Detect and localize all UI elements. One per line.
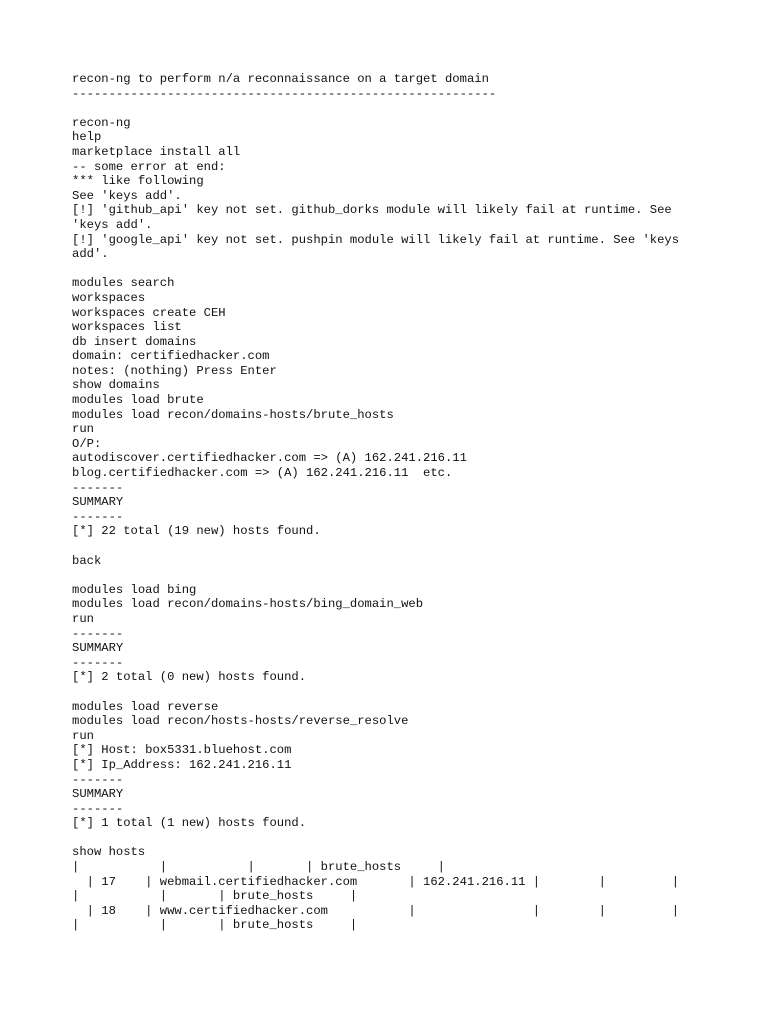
text-line: SUMMARY: [72, 641, 124, 656]
text-line: modules search: [72, 276, 175, 291]
text-line: | 18 | www.certifiedhacker.com | | | |: [72, 903, 680, 918]
text-line: SUMMARY: [72, 787, 124, 802]
text-line: -------: [72, 801, 124, 816]
text-line: O/P:: [72, 436, 102, 451]
text-line: | 17 | webmail.certifiedhacker.com | 162.241.216.11 | | |: [72, 874, 680, 889]
text-line: *** like following: [72, 174, 204, 189]
text-line: workspaces create CEH: [72, 305, 226, 320]
blank-line: [72, 831, 702, 846]
blank-line: [72, 262, 702, 277]
text-line: See 'keys add'.: [72, 188, 182, 203]
text-line: [*] Host: box5331.bluehost.com: [72, 743, 292, 758]
text-line: | | | | brute_hosts |: [72, 860, 445, 875]
text-line: run: [72, 611, 94, 626]
text-line: -------: [72, 655, 124, 670]
text-line: help: [72, 130, 102, 145]
text-line: [!] 'google_api' key not set. pushpin module will likely fail at runtime. See 'keys: [72, 232, 680, 247]
blank-line: [72, 101, 702, 116]
text-line: -------: [72, 772, 124, 787]
text-line: [*] 22 total (19 new) hosts found.: [72, 524, 321, 539]
blank-line: [72, 539, 702, 554]
text-line: run: [72, 422, 94, 437]
text-line: -------: [72, 509, 124, 524]
text-line: SUMMARY: [72, 495, 124, 510]
text-line: show hosts: [72, 845, 146, 860]
text-line: -------: [72, 480, 124, 495]
text-line: modules load recon/hosts-hosts/reverse_resolve: [72, 714, 409, 729]
text-line: blog.certifiedhacker.com => (A) 162.241.216.11 etc.: [72, 466, 453, 481]
text-line: ----------------------------------------------------------: [72, 86, 497, 101]
text-line: [*] 2 total (0 new) hosts found.: [72, 670, 307, 685]
text-line: run: [72, 728, 94, 743]
text-line: marketplace install all: [72, 144, 241, 159]
text-line: -------: [72, 626, 124, 641]
blank-line: [72, 568, 702, 583]
text-line: 'keys add'.: [72, 217, 153, 232]
text-line: -- some error at end:: [72, 159, 226, 174]
text-line: workspaces list: [72, 320, 182, 335]
text-line: [*] 1 total (1 new) hosts found.: [72, 816, 307, 831]
text-line: domain: certifiedhacker.com: [72, 349, 270, 364]
text-line: show domains: [72, 378, 160, 393]
text-line: recon-ng to perform n/a reconnaissance on a target domain: [72, 72, 489, 86]
text-line: modules load reverse: [72, 699, 219, 714]
text-line: modules load brute: [72, 393, 204, 408]
text-line: modules load recon/domains-hosts/brute_hosts: [72, 407, 394, 422]
text-line: recon-ng: [72, 115, 131, 130]
text-line: [!] 'github_api' key not set. github_dorks module will likely fail at runtime. See: [72, 203, 672, 218]
text-line: modules load bing: [72, 582, 197, 597]
text-line: db insert domains: [72, 334, 197, 349]
text-line: workspaces: [72, 290, 146, 305]
text-line: | | | brute_hosts |: [72, 918, 358, 933]
text-line: modules load recon/domains-hosts/bing_domain_web: [72, 597, 424, 612]
text-line: autodiscover.certifiedhacker.com => (A) 162.241.216.11: [72, 451, 467, 466]
text-line: [*] Ip_Address: 162.241.216.11: [72, 757, 292, 772]
text-line: notes: (nothing) Press Enter: [72, 363, 277, 378]
text-line: add'.: [72, 247, 109, 262]
blank-line: [72, 685, 702, 700]
text-line: back: [72, 553, 102, 568]
text-line: | | | brute_hosts |: [72, 889, 358, 904]
document-page: [72, 72, 702, 933]
